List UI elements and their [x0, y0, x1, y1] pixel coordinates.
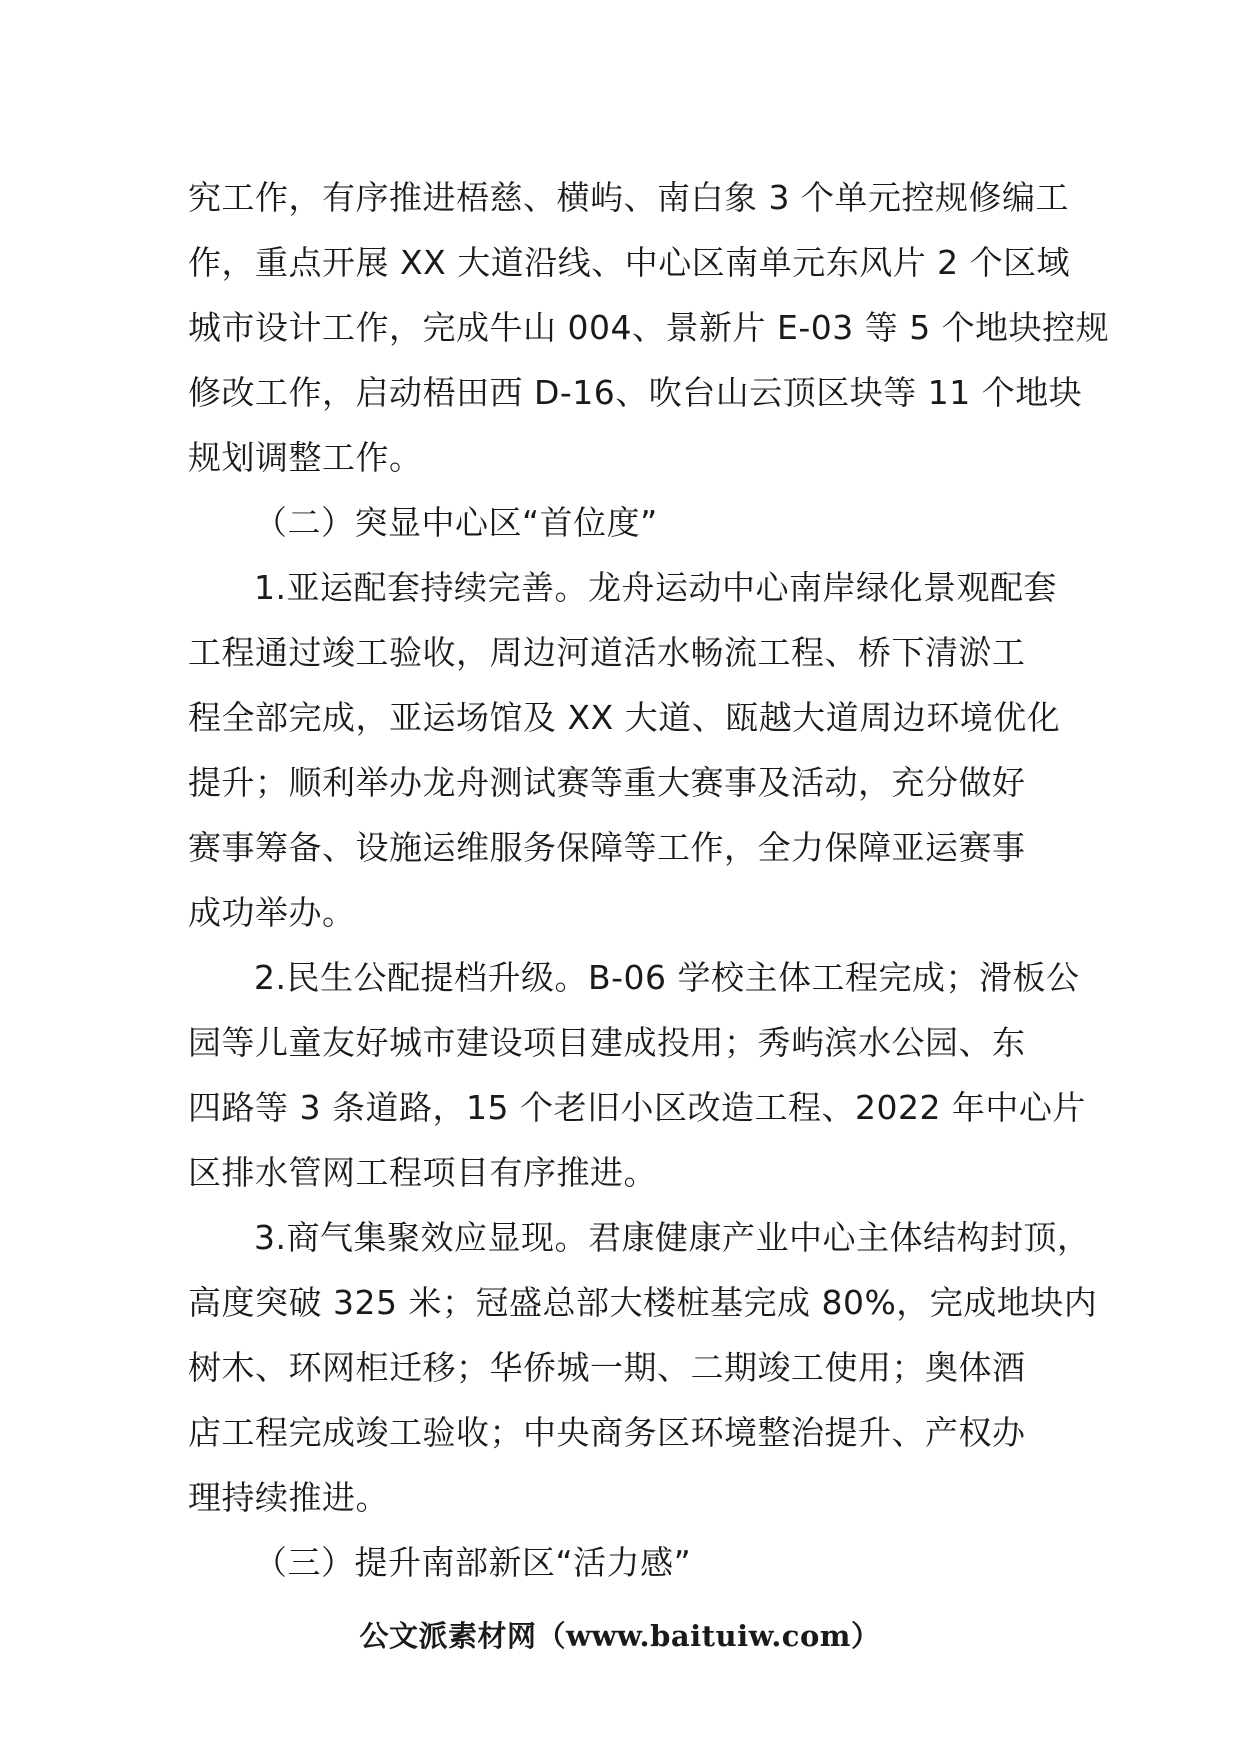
text-line: 规划调整工作。: [188, 438, 423, 477]
text-line: 究工作，有序推进梧慈、横屿、南白象 3 个单元控规修编工: [188, 178, 1069, 217]
text-line: 店工程完成竣工验收；中央商务区环境整治提升、产权办: [188, 1413, 1026, 1452]
text-line: 城市设计工作，完成牛山 004、景新片 E-03 等 5 个地块控规: [188, 308, 1110, 347]
text-line: 高度突破 325 米；冠盛总部大楼桩基完成 80%，完成地块内: [188, 1283, 1098, 1322]
text-line: 提升；顺利举办龙舟测试赛等重大赛事及活动，充分做好: [188, 763, 1026, 802]
text-line: 树木、环网柜迁移；华侨城一期、二期竣工使用；奥体酒: [188, 1348, 1026, 1387]
section-heading: （三）提升南部新区“活力感”: [254, 1543, 692, 1582]
text-line: 修改工作，启动梧田西 D-16、吹台山云顶区块等 11 个地块: [188, 373, 1083, 412]
text-line: 赛事筹备、设施运维服务保障等工作，全力保障亚运赛事: [188, 828, 1026, 867]
footer-watermark: 公文派素材网（www.baituiw.com）: [359, 1619, 881, 1653]
text-line: 园等儿童友好城市建设项目建成投用；秀屿滨水公园、东: [188, 1023, 1026, 1062]
text-line: 区排水管网工程项目有序推进。: [188, 1153, 657, 1192]
text-line: 工程通过竣工验收，周边河道活水畅流工程、桥下清淤工: [188, 633, 1026, 672]
text-line: 2.民生公配提档升级。B-06 学校主体工程完成；滑板公: [254, 958, 1080, 997]
text-line: 理持续推进。: [188, 1478, 389, 1517]
section-heading: （二）突显中心区“首位度”: [254, 503, 658, 542]
text-line: 1.亚运配套持续完善。龙舟运动中心南岸绿化景观配套: [254, 568, 1057, 607]
text-line: 程全部完成，亚运场馆及 XX 大道、瓯越大道周边环境优化: [188, 698, 1061, 737]
body-text: [188, 165, 1110, 1595]
text-line: 成功举办。: [188, 893, 356, 932]
text-line: 作，重点开展 XX 大道沿线、中心区南单元东风片 2 个区域: [188, 243, 1071, 282]
text-line: 3.商气集聚效应显现。君康健康产业中心主体结构封顶，: [254, 1218, 1091, 1257]
text-line: 四路等 3 条道路，15 个老旧小区改造工程、2022 年中心片: [188, 1088, 1086, 1127]
